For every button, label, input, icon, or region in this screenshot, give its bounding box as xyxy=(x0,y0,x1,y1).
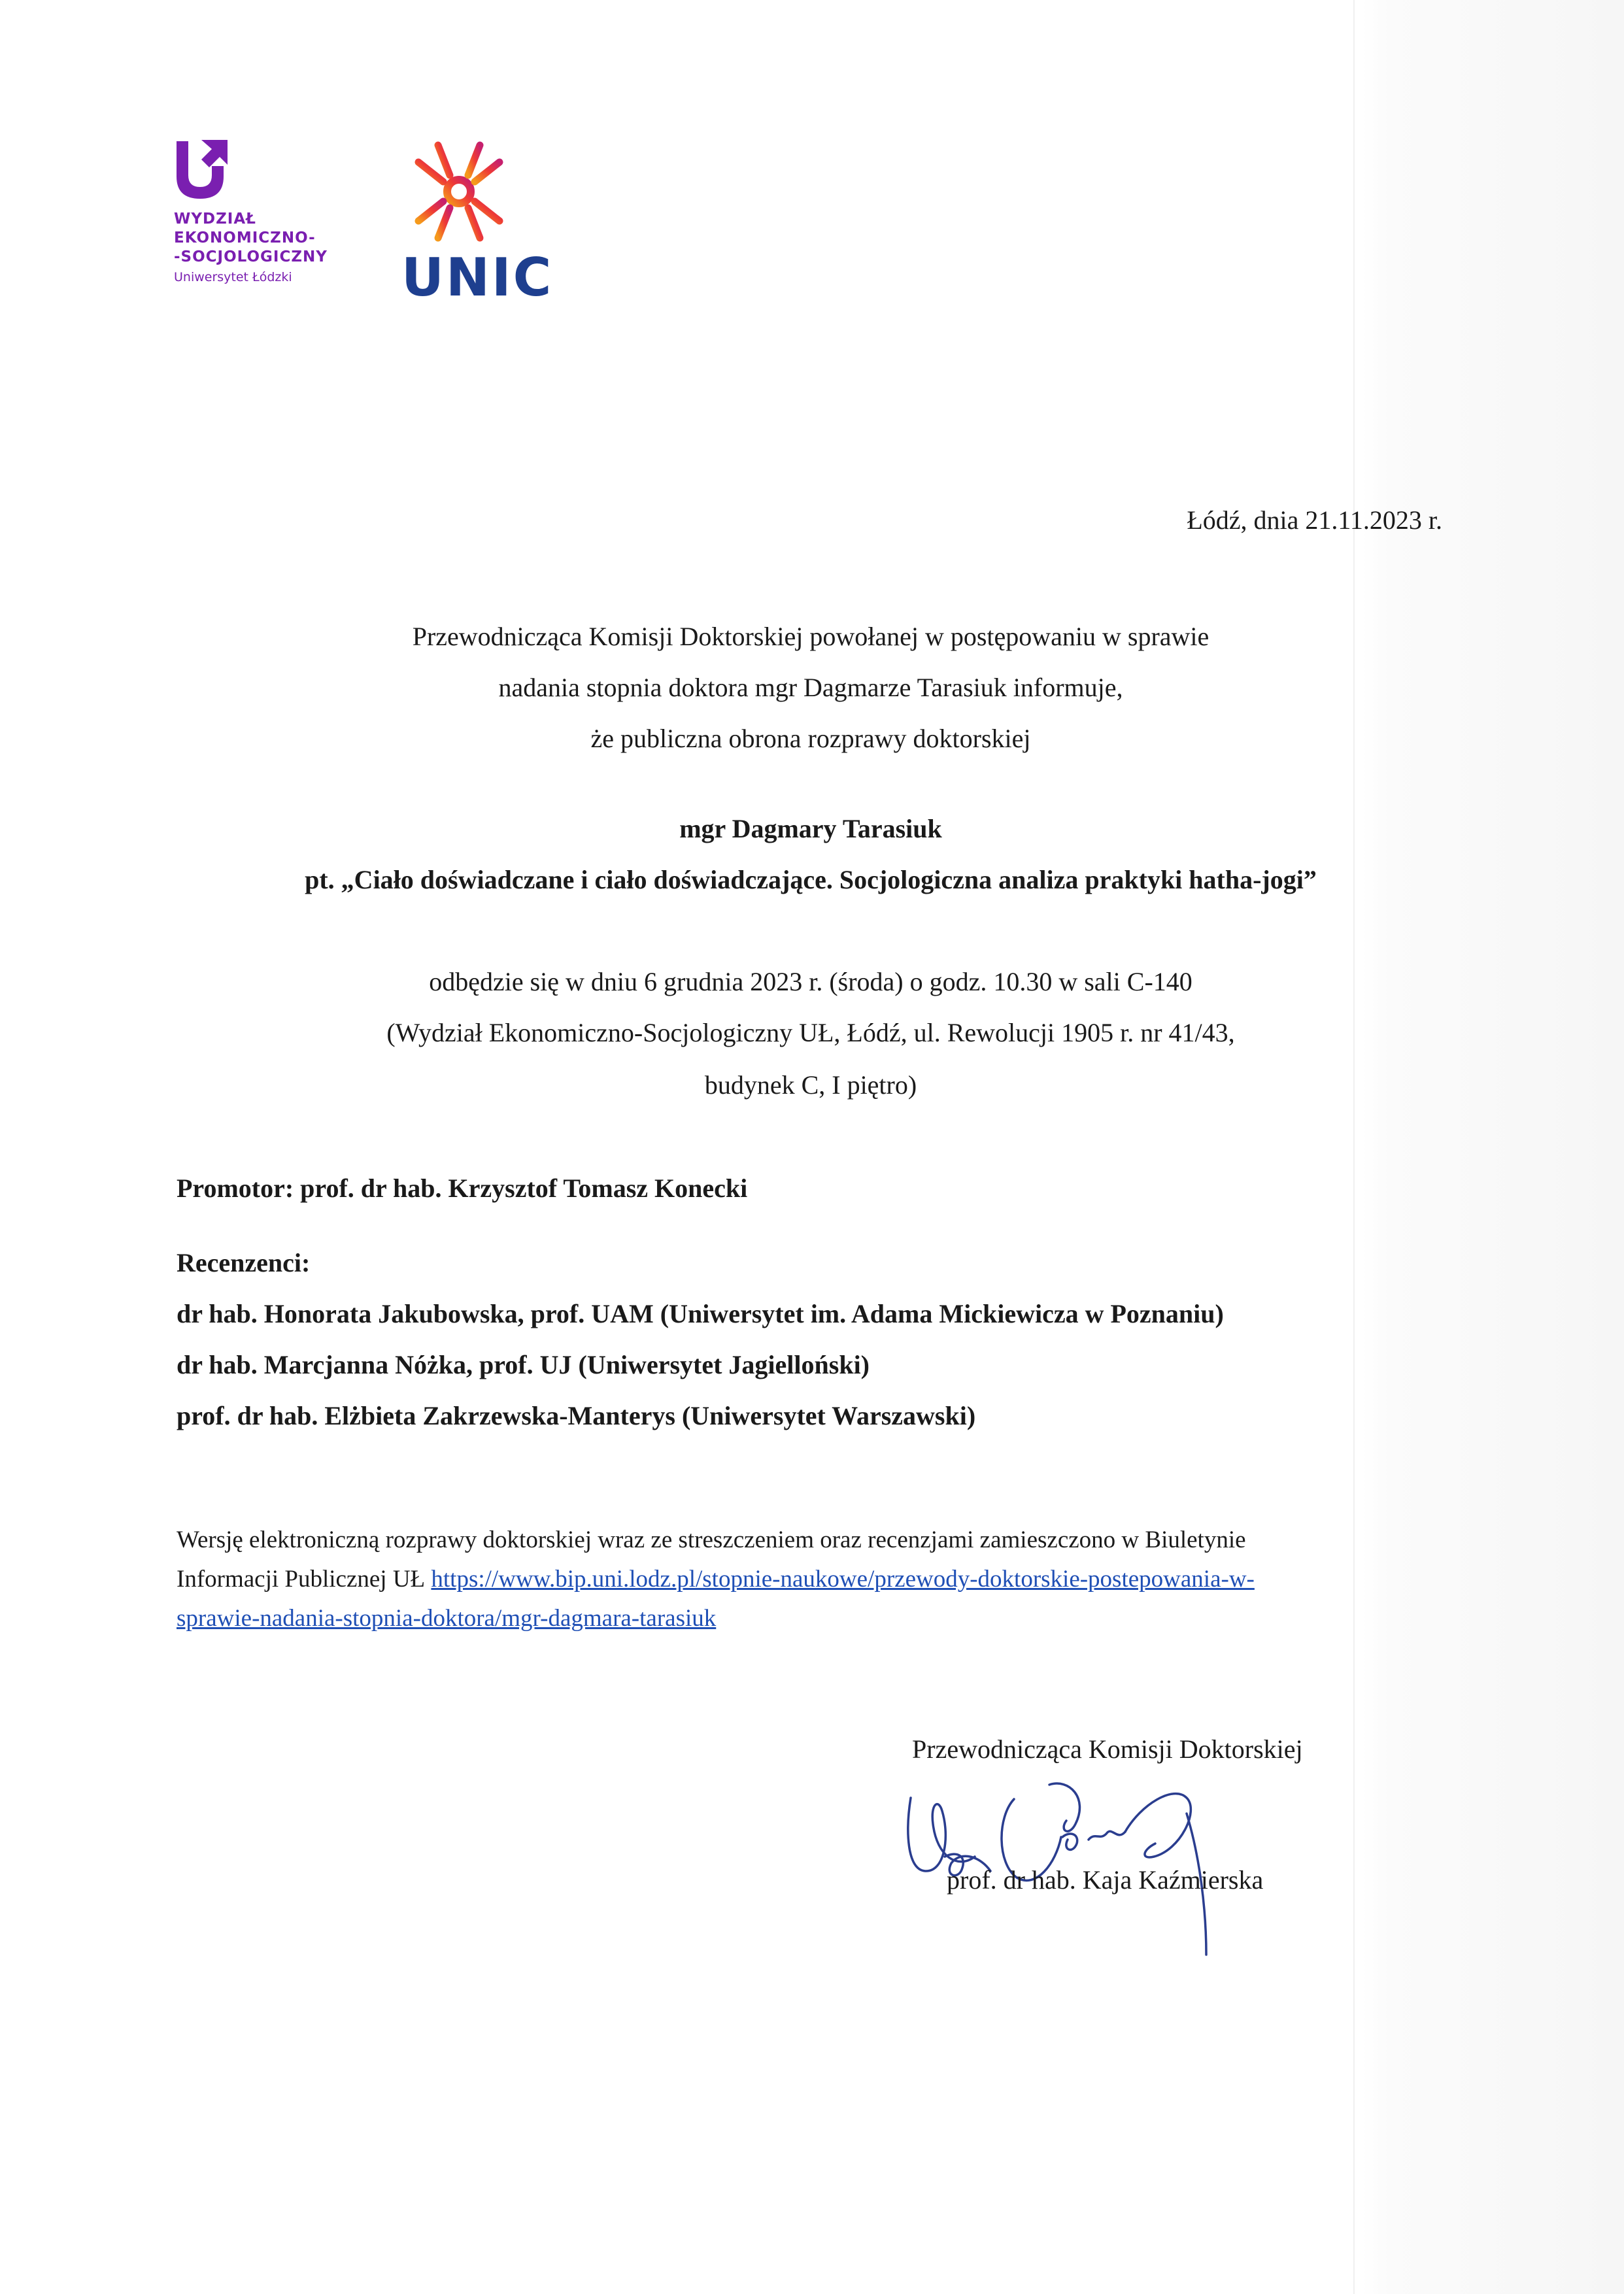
intro-line-2: nadania stopnia doktora mgr Dagmarze Tarasiuk informuje, xyxy=(498,673,1123,702)
reviewer-item: dr hab. Honorata Jakubowska, prof. UAM (Uniwersytet im. Adama Mickiewicza w Poznaniu) xyxy=(177,1299,1224,1328)
candidate-name: mgr Dagmary Tarasiuk xyxy=(679,814,942,843)
defense-info-line-2: (Wydział Ekonomiczno-Socjologiczny UŁ, Łódź, ul. Rewolucji 1905 r. nr 41/43, xyxy=(386,1018,1235,1047)
intro-line-3: że publiczna obrona rozprawy doktorskiej xyxy=(590,724,1031,753)
handwritten-signature xyxy=(899,1759,1317,1961)
defense-info-line-1: odbędzie się w dniu 6 grudnia 2023 r. (środa) o godz. 10.30 w sali C-140 xyxy=(429,967,1193,996)
reviewer-item: prof. dr hab. Elżbieta Zakrzewska-Manterys (Uniwersytet Warszawski) xyxy=(177,1401,976,1430)
bip-link-part-1[interactable]: https://www.bip.uni.lodz.pl/stopnie-naukowe/przewody-doktorskie-postepowania-w- xyxy=(431,1566,1255,1593)
date-line: Łódź, dnia 21.11.2023 r. xyxy=(1187,505,1442,535)
faculty-logo-line2: EKONOMICZNO- xyxy=(174,229,316,246)
notice-line-1: Wersję elektroniczną rozprawy doktorskiej wraz ze streszczeniem oraz recenzjami zamieszczono w Biuletynie xyxy=(177,1527,1246,1553)
defense-info-line-3: budynek C, I piętro) xyxy=(704,1070,917,1100)
promotor-line: Promotor: prof. dr hab. Krzysztof Tomasz Konecki xyxy=(177,1173,748,1203)
notice-line-2-prefix: Informacji Publicznej UŁ xyxy=(177,1566,431,1593)
signature-title: Przewodnicząca Komisji Doktorskiej xyxy=(912,1734,1303,1764)
bip-link-part-2[interactable]: sprawie-nadania-stopnia-doktora/mgr-dagmara-tarasiuk xyxy=(177,1605,717,1632)
faculty-logo-line1: WYDZIAŁ xyxy=(174,211,256,228)
unic-logo xyxy=(400,136,554,308)
scan-edge-line xyxy=(1353,0,1355,2294)
scan-edge-shading xyxy=(1362,0,1624,2294)
reviewers-heading: Recenzenci: xyxy=(177,1248,311,1277)
signatory-name: prof. dr hab. Kaja Kaźmierska xyxy=(947,1865,1264,1895)
unic-sun-icon xyxy=(407,136,511,247)
faculty-logo-line3: -SOCJOLOGICZNY xyxy=(174,248,328,265)
faculty-logo xyxy=(171,137,367,307)
faculty-logo-university: Uniwersytet Łódzki xyxy=(174,270,292,284)
notice-line-3 xyxy=(177,1604,716,1633)
intro-line-1: Przewodnicząca Komisji Doktorskiej powołanej w postępowaniu w sprawie xyxy=(412,622,1210,651)
notice-line-2 xyxy=(177,1565,1255,1594)
thesis-title: pt. „Ciało doświadczane i ciało doświadczające. Socjologiczna analiza praktyki hatha-jogi” xyxy=(305,865,1317,894)
unic-logo-text: UNIC xyxy=(401,247,554,308)
reviewer-item: dr hab. Marcjanna Nóżka, prof. UJ (Uniwersytet Jagielloński) xyxy=(177,1350,870,1379)
faculty-logo-icon xyxy=(173,137,231,203)
